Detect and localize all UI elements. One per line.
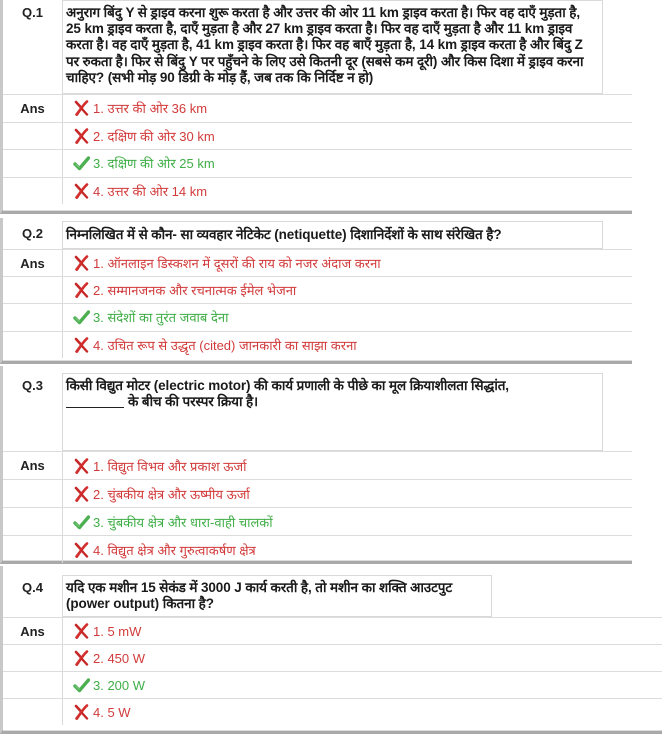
option-row xyxy=(3,94,632,122)
ans-label: Ans xyxy=(3,250,63,276)
option-row xyxy=(3,507,632,535)
option-2 xyxy=(63,480,632,507)
option-row xyxy=(3,451,632,479)
question-number: Q.2 xyxy=(3,221,63,249)
option-row xyxy=(3,122,632,150)
option-label: 3. दक्षिण की ओर 25 km xyxy=(93,156,215,172)
option-label: 4. विद्युत क्षेत्र और गुरुत्वाकर्षण क्षेत्र xyxy=(93,542,256,558)
option-row xyxy=(3,249,632,276)
option-row xyxy=(3,479,632,507)
option-4 xyxy=(63,536,632,563)
cross-icon xyxy=(73,337,90,353)
cross-icon xyxy=(73,183,90,199)
question-block-1 xyxy=(0,0,632,214)
fill-in-blank xyxy=(66,407,124,408)
option-label: 3. संदेशों का तुरंत जवाब देना xyxy=(93,310,229,326)
option-row xyxy=(3,535,632,563)
option-4 xyxy=(63,332,632,359)
option-label: 2. 450 W xyxy=(93,650,146,666)
option-3-correct xyxy=(63,508,632,535)
cross-icon xyxy=(73,458,90,474)
option-label: 1. ऑनलाइन डिस्कशन में दूसरों की राय को नजर अंदाज करना xyxy=(93,255,381,271)
check-icon xyxy=(73,677,90,693)
cross-icon xyxy=(73,282,90,298)
option-1 xyxy=(63,95,632,122)
option-row xyxy=(3,303,632,331)
ans-label-empty xyxy=(3,150,63,177)
option-label: 2. चुंबकीय क्षेत्र और ऊष्मीय ऊर्जा xyxy=(93,486,250,502)
question-text: निम्नलिखित में से कौन- सा व्यवहार नेटिकेट (netiquette) दिशानिर्देशों के साथ संरेखित है? xyxy=(63,221,603,249)
option-label: 3. चुंबकीय क्षेत्र और धारा-वाही चालकों xyxy=(93,514,273,530)
option-label: 4. उचित रूप से उद्धृत (cited) जानकारी का साझा करना xyxy=(93,337,357,353)
option-row xyxy=(3,644,662,671)
option-2 xyxy=(63,123,632,150)
option-4 xyxy=(63,699,662,725)
question-block-3 xyxy=(0,366,632,564)
cross-icon xyxy=(73,255,90,271)
ans-label-empty xyxy=(3,178,63,205)
option-label: 4. 5 W xyxy=(93,704,131,720)
option-label: 2. सम्मानजनक और रचनात्मक ईमेल भेजना xyxy=(93,282,297,298)
ans-label-empty xyxy=(3,508,63,535)
cross-icon xyxy=(73,542,90,558)
ans-label-empty xyxy=(3,672,63,698)
option-2 xyxy=(63,277,632,304)
question-text xyxy=(63,373,603,451)
cross-icon xyxy=(73,100,90,116)
question-text-line-2 xyxy=(66,394,598,410)
option-3-correct xyxy=(63,150,632,177)
option-3-correct xyxy=(63,672,662,698)
question-block-4 xyxy=(0,566,662,734)
option-row xyxy=(3,617,662,644)
question-text: अनुराग बिंदु Y से ड्राइव करना शुरू करता है और उत्तर की ओर 11 km ड्राइव करता है। फिर वह दाएँ मुड़ता है, 25 km ड्राइव करता है, दाएँ मुड़ता है और 27 km ड्राइव करता है। फिर वह दाएँ मुड़ता है और 11 km ड्राइव करता है। वह दाएँ मुड़ता है, 41 km ड्राइव करता है। फिर वह बाएँ मुड़ता है, 14 km ड्राइव करता है और बिंदु Z पर रुकता है। फिर से बिंदु Y पर पहुँचने के लिए उसे कितनी दूर (सबसे कम दूरी) और किस दिशा में ड्राइव करना चाहिए? (सभी मोड़ 90 डिग्री के मोड़ हैं, जब तक कि निर्दिष्ट न हो) xyxy=(63,0,603,94)
option-label: 2. दक्षिण की ओर 30 km xyxy=(93,128,215,144)
question-text-line-1: किसी विद्युत मोटर (electric motor) की कार्य प्रणाली के पीछे का मूल क्रियाशीलता सिद्धांत, xyxy=(66,378,509,393)
option-row xyxy=(3,276,632,304)
question-number: Q.1 xyxy=(3,0,63,94)
cross-icon xyxy=(73,623,90,639)
ans-label-empty xyxy=(3,123,63,150)
ans-label-empty xyxy=(3,480,63,507)
option-1 xyxy=(63,618,662,644)
option-label: 4. उत्तर की ओर 14 km xyxy=(93,183,208,199)
ans-label: Ans xyxy=(3,452,63,479)
question-block-2 xyxy=(0,218,632,364)
ans-label-empty xyxy=(3,699,63,725)
check-icon xyxy=(73,155,90,171)
ans-label: Ans xyxy=(3,618,63,644)
question-text-line-2-text: के बीच की परस्पर क्रिया है। xyxy=(128,394,259,410)
option-row xyxy=(3,671,662,698)
ans-label-empty xyxy=(3,332,63,359)
option-2 xyxy=(63,645,662,671)
check-icon xyxy=(73,309,90,325)
option-row xyxy=(3,149,632,177)
cross-icon xyxy=(73,486,90,502)
ans-label: Ans xyxy=(3,95,63,122)
option-4 xyxy=(63,178,632,205)
cross-icon xyxy=(73,128,90,144)
cross-icon xyxy=(73,704,90,720)
cross-icon xyxy=(73,650,90,666)
option-3-correct xyxy=(63,304,632,331)
ans-label-empty xyxy=(3,645,63,671)
option-1 xyxy=(63,452,632,479)
ans-label-empty xyxy=(3,304,63,331)
option-label: 1. 5 mW xyxy=(93,623,142,639)
ans-label-empty xyxy=(3,277,63,304)
option-label: 3. 200 W xyxy=(93,677,146,693)
option-1 xyxy=(63,250,632,276)
option-row xyxy=(3,698,662,725)
option-label: 1. विद्युत विभव और प्रकाश ऊर्जा xyxy=(93,458,247,474)
option-row xyxy=(3,177,632,205)
ans-label-empty xyxy=(3,536,63,563)
option-row xyxy=(3,331,632,359)
question-number: Q.4 xyxy=(3,575,63,617)
question-text: यदि एक मशीन 15 सेकंड में 3000 J कार्य करती है, तो मशीन का शक्ति आउटपुट (power output) कितना है? xyxy=(63,575,492,617)
check-icon xyxy=(73,514,90,530)
question-number: Q.3 xyxy=(3,373,63,451)
option-label: 1. उत्तर की ओर 36 km xyxy=(93,101,208,117)
